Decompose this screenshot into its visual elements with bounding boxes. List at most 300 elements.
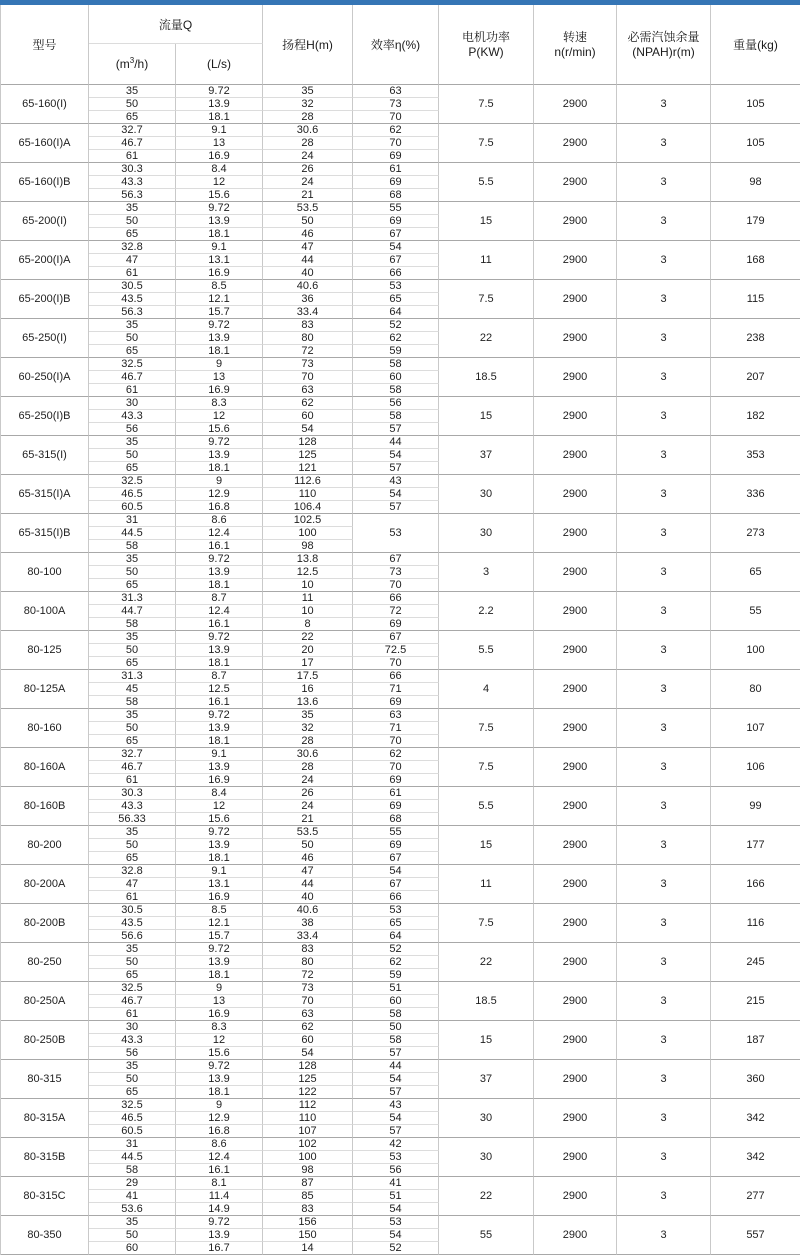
model-cell: 65-160(I)A bbox=[1, 124, 89, 163]
speed-cell: 2900 bbox=[534, 592, 617, 631]
efficiency-cell: 57 bbox=[353, 1125, 439, 1138]
npsh-cell: 3 bbox=[617, 1099, 711, 1138]
flow-m3h-cell: 32.7 bbox=[89, 124, 176, 137]
flow-m3h-cell: 56 bbox=[89, 423, 176, 436]
head-cell: 85 bbox=[263, 1190, 353, 1203]
model-cell: 65-200(I)B bbox=[1, 280, 89, 319]
model-cell: 80-200B bbox=[1, 904, 89, 943]
flow-ls-cell: 15.6 bbox=[176, 423, 263, 436]
flow-ls-cell: 18.1 bbox=[176, 579, 263, 592]
flow-m3h-cell: 30.3 bbox=[89, 163, 176, 176]
efficiency-cell: 64 bbox=[353, 930, 439, 943]
efficiency-cell: 52 bbox=[353, 943, 439, 956]
flow-ls-cell: 16.8 bbox=[176, 501, 263, 514]
table-row bbox=[1, 319, 800, 332]
flow-m3h-cell: 32.5 bbox=[89, 1099, 176, 1112]
model-cell: 80-250B bbox=[1, 1021, 89, 1060]
efficiency-cell: 69 bbox=[353, 150, 439, 163]
flow-ls-cell: 16.1 bbox=[176, 696, 263, 709]
flow-ls-cell: 16.7 bbox=[176, 1242, 263, 1255]
power-cell: 7.5 bbox=[439, 709, 534, 748]
power-cell: 15 bbox=[439, 397, 534, 436]
flow-m3h-cell: 43.3 bbox=[89, 800, 176, 813]
model-cell: 65-250(I) bbox=[1, 319, 89, 358]
flow-ls-cell: 16.1 bbox=[176, 618, 263, 631]
head-cell: 73 bbox=[263, 982, 353, 995]
head-cell: 98 bbox=[263, 1164, 353, 1177]
header-flow: 流量Q bbox=[89, 5, 263, 44]
npsh-cell: 3 bbox=[617, 1138, 711, 1177]
efficiency-cell: 53 bbox=[353, 1216, 439, 1229]
head-cell: 63 bbox=[263, 1008, 353, 1021]
head-cell: 32 bbox=[263, 722, 353, 735]
npsh-cell: 3 bbox=[617, 943, 711, 982]
speed-cell: 2900 bbox=[534, 436, 617, 475]
weight-cell: 107 bbox=[711, 709, 800, 748]
flow-m3h-cell: 56 bbox=[89, 1047, 176, 1060]
head-cell: 40 bbox=[263, 267, 353, 280]
speed-cell: 2900 bbox=[534, 514, 617, 553]
flow-ls-cell: 9.72 bbox=[176, 631, 263, 644]
model-cell: 80-315B bbox=[1, 1138, 89, 1177]
power-cell: 30 bbox=[439, 514, 534, 553]
npsh-cell: 3 bbox=[617, 436, 711, 475]
efficiency-cell: 72.5 bbox=[353, 644, 439, 657]
weight-cell: 80 bbox=[711, 670, 800, 709]
flow-ls-cell: 9.72 bbox=[176, 826, 263, 839]
flow-m3h-cell: 65 bbox=[89, 462, 176, 475]
model-cell: 80-200 bbox=[1, 826, 89, 865]
npsh-cell: 3 bbox=[617, 475, 711, 514]
power-cell: 55 bbox=[439, 1216, 534, 1255]
weight-cell: 360 bbox=[711, 1060, 800, 1099]
flow-ls-cell: 16.9 bbox=[176, 1008, 263, 1021]
npsh-cell: 3 bbox=[617, 904, 711, 943]
flow-ls-cell: 8.3 bbox=[176, 397, 263, 410]
flow-m3h-cell: 35 bbox=[89, 1060, 176, 1073]
model-cell: 65-200(I) bbox=[1, 202, 89, 241]
weight-cell: 342 bbox=[711, 1138, 800, 1177]
efficiency-cell: 57 bbox=[353, 423, 439, 436]
npsh-cell: 3 bbox=[617, 163, 711, 202]
model-cell: 80-125A bbox=[1, 670, 89, 709]
npsh-cell: 3 bbox=[617, 787, 711, 826]
flow-m3h-cell: 30 bbox=[89, 397, 176, 410]
speed-cell: 2900 bbox=[534, 1021, 617, 1060]
flow-ls-cell: 8.5 bbox=[176, 904, 263, 917]
head-cell: 110 bbox=[263, 1112, 353, 1125]
flow-m3h-cell: 35 bbox=[89, 436, 176, 449]
flow-m3h-cell: 35 bbox=[89, 1216, 176, 1229]
efficiency-cell: 63 bbox=[353, 709, 439, 722]
weight-cell: 55 bbox=[711, 592, 800, 631]
head-cell: 83 bbox=[263, 319, 353, 332]
efficiency-cell: 58 bbox=[353, 358, 439, 371]
weight-cell: 342 bbox=[711, 1099, 800, 1138]
head-cell: 36 bbox=[263, 293, 353, 306]
model-cell: 65-160(I)B bbox=[1, 163, 89, 202]
table-row bbox=[1, 280, 800, 293]
flow-m3h-cell: 65 bbox=[89, 852, 176, 865]
head-cell: 122 bbox=[263, 1086, 353, 1099]
flow-ls-cell: 9.72 bbox=[176, 436, 263, 449]
efficiency-cell: 55 bbox=[353, 826, 439, 839]
flow-ls-cell: 16.1 bbox=[176, 540, 263, 553]
header-flow-m3h bbox=[89, 44, 176, 85]
flow-m3h-cell: 44.5 bbox=[89, 1151, 176, 1164]
flow-m3h-cell: 31 bbox=[89, 1138, 176, 1151]
flow-ls-cell: 13 bbox=[176, 371, 263, 384]
flow-ls-cell: 8.1 bbox=[176, 1177, 263, 1190]
flow-ls-cell: 12.4 bbox=[176, 605, 263, 618]
flow-ls-cell: 11.4 bbox=[176, 1190, 263, 1203]
power-cell: 18.5 bbox=[439, 982, 534, 1021]
weight-cell: 238 bbox=[711, 319, 800, 358]
flow-m3h-cell: 60 bbox=[89, 1242, 176, 1255]
flow-ls-cell: 12 bbox=[176, 800, 263, 813]
flow-ls-cell: 9 bbox=[176, 475, 263, 488]
model-cell: 80-160A bbox=[1, 748, 89, 787]
speed-cell: 2900 bbox=[534, 280, 617, 319]
head-cell: 24 bbox=[263, 800, 353, 813]
speed-cell: 2900 bbox=[534, 124, 617, 163]
flow-m3h-cell: 65 bbox=[89, 579, 176, 592]
speed-cell: 2900 bbox=[534, 358, 617, 397]
flow-m3h-cell: 50 bbox=[89, 566, 176, 579]
head-cell: 72 bbox=[263, 345, 353, 358]
model-cell: 65-250(I)B bbox=[1, 397, 89, 436]
head-cell: 35 bbox=[263, 85, 353, 98]
table-row bbox=[1, 553, 800, 566]
efficiency-cell: 54 bbox=[353, 488, 439, 501]
speed-cell: 2900 bbox=[534, 1060, 617, 1099]
head-cell: 63 bbox=[263, 384, 353, 397]
flow-m3h-cell: 56.3 bbox=[89, 189, 176, 202]
flow-m3h-cell: 58 bbox=[89, 1164, 176, 1177]
model-cell: 65-200(I)A bbox=[1, 241, 89, 280]
flow-m3h-cell: 44.5 bbox=[89, 527, 176, 540]
model-cell: 80-200A bbox=[1, 865, 89, 904]
flow-m3h-cell: 61 bbox=[89, 267, 176, 280]
npsh-cell: 3 bbox=[617, 670, 711, 709]
efficiency-cell: 54 bbox=[353, 1203, 439, 1216]
power-cell: 2.2 bbox=[439, 592, 534, 631]
efficiency-cell: 71 bbox=[353, 722, 439, 735]
flow-ls-cell: 8.6 bbox=[176, 514, 263, 527]
flow-m3h-cell: 32.5 bbox=[89, 358, 176, 371]
header-head: 扬程H(m) bbox=[263, 5, 353, 85]
efficiency-cell: 69 bbox=[353, 696, 439, 709]
flow-ls-cell: 9.72 bbox=[176, 1216, 263, 1229]
header-npsh bbox=[617, 5, 711, 85]
table-row bbox=[1, 748, 800, 761]
npsh-cell: 3 bbox=[617, 982, 711, 1021]
flow-m3h-cell: 43.3 bbox=[89, 1034, 176, 1047]
weight-cell: 99 bbox=[711, 787, 800, 826]
head-cell: 28 bbox=[263, 137, 353, 150]
power-cell: 15 bbox=[439, 1021, 534, 1060]
head-cell: 33.4 bbox=[263, 306, 353, 319]
flow-ls-cell: 9.72 bbox=[176, 709, 263, 722]
weight-cell: 65 bbox=[711, 553, 800, 592]
weight-cell: 168 bbox=[711, 241, 800, 280]
flow-ls-cell: 16.9 bbox=[176, 150, 263, 163]
flow-m3h-cell: 65 bbox=[89, 228, 176, 241]
table-row bbox=[1, 1021, 800, 1034]
model-cell: 80-125 bbox=[1, 631, 89, 670]
header-npsh-line2: (NPAH)r(m) bbox=[632, 44, 695, 59]
flow-m3h-cell: 30.5 bbox=[89, 904, 176, 917]
model-cell: 65-315(I)A bbox=[1, 475, 89, 514]
flow-m3h-cell: 50 bbox=[89, 98, 176, 111]
flow-ls-cell: 9.72 bbox=[176, 202, 263, 215]
header-model: 型号 bbox=[1, 5, 89, 85]
efficiency-cell: 67 bbox=[353, 553, 439, 566]
flow-ls-cell: 18.1 bbox=[176, 735, 263, 748]
table-row bbox=[1, 124, 800, 137]
power-cell: 37 bbox=[439, 436, 534, 475]
efficiency-cell: 53 bbox=[353, 280, 439, 293]
speed-cell: 2900 bbox=[534, 826, 617, 865]
npsh-cell: 3 bbox=[617, 124, 711, 163]
head-cell: 11 bbox=[263, 592, 353, 605]
speed-cell: 2900 bbox=[534, 1216, 617, 1255]
header-npsh-line1: 必需汽蚀余量 bbox=[627, 29, 700, 44]
efficiency-cell: 65 bbox=[353, 293, 439, 306]
head-cell: 156 bbox=[263, 1216, 353, 1229]
weight-cell: 245 bbox=[711, 943, 800, 982]
speed-cell: 2900 bbox=[534, 1177, 617, 1216]
speed-cell: 2900 bbox=[534, 553, 617, 592]
weight-cell: 105 bbox=[711, 85, 800, 124]
flow-ls-cell: 8.7 bbox=[176, 670, 263, 683]
efficiency-cell: 54 bbox=[353, 449, 439, 462]
model-cell: 65-315(I) bbox=[1, 436, 89, 475]
table-row bbox=[1, 865, 800, 878]
flow-m3h-post: /h) bbox=[134, 57, 149, 71]
table-row bbox=[1, 943, 800, 956]
table-row bbox=[1, 1177, 800, 1190]
flow-ls-cell: 8.7 bbox=[176, 592, 263, 605]
efficiency-cell: 65 bbox=[353, 917, 439, 930]
flow-m3h-cell: 50 bbox=[89, 449, 176, 462]
head-cell: 32 bbox=[263, 98, 353, 111]
header-power-line2: P(KW) bbox=[468, 44, 504, 59]
weight-cell: 557 bbox=[711, 1216, 800, 1255]
flow-ls-cell: 15.6 bbox=[176, 813, 263, 826]
flow-ls-cell: 8.4 bbox=[176, 163, 263, 176]
head-cell: 28 bbox=[263, 735, 353, 748]
pump-spec-table bbox=[0, 5, 800, 1255]
flow-ls-cell: 9.72 bbox=[176, 1060, 263, 1073]
model-cell: 80-160B bbox=[1, 787, 89, 826]
speed-cell: 2900 bbox=[534, 319, 617, 358]
flow-ls-cell: 18.1 bbox=[176, 462, 263, 475]
speed-cell: 2900 bbox=[534, 163, 617, 202]
head-cell: 21 bbox=[263, 813, 353, 826]
flow-ls-cell: 13.9 bbox=[176, 215, 263, 228]
flow-ls-cell: 8.4 bbox=[176, 787, 263, 800]
head-cell: 28 bbox=[263, 111, 353, 124]
flow-ls-cell: 18.1 bbox=[176, 1086, 263, 1099]
table-row bbox=[1, 670, 800, 683]
power-cell: 11 bbox=[439, 865, 534, 904]
speed-cell: 2900 bbox=[534, 709, 617, 748]
table-row bbox=[1, 202, 800, 215]
efficiency-cell: 68 bbox=[353, 813, 439, 826]
efficiency-cell: 41 bbox=[353, 1177, 439, 1190]
speed-cell: 2900 bbox=[534, 397, 617, 436]
flow-ls-cell: 9.1 bbox=[176, 241, 263, 254]
efficiency-cell: 70 bbox=[353, 657, 439, 670]
efficiency-cell: 43 bbox=[353, 475, 439, 488]
speed-cell: 2900 bbox=[534, 748, 617, 787]
speed-cell: 2900 bbox=[534, 865, 617, 904]
head-cell: 100 bbox=[263, 527, 353, 540]
head-cell: 24 bbox=[263, 150, 353, 163]
flow-m3h-cell: 46.7 bbox=[89, 371, 176, 384]
efficiency-cell: 54 bbox=[353, 1229, 439, 1242]
weight-cell: 100 bbox=[711, 631, 800, 670]
power-cell: 7.5 bbox=[439, 904, 534, 943]
flow-ls-cell: 16.9 bbox=[176, 267, 263, 280]
efficiency-cell: 52 bbox=[353, 1242, 439, 1255]
power-cell: 18.5 bbox=[439, 358, 534, 397]
flow-m3h-cell: 58 bbox=[89, 618, 176, 631]
flow-ls-cell: 16.8 bbox=[176, 1125, 263, 1138]
weight-cell: 116 bbox=[711, 904, 800, 943]
flow-ls-cell: 18.1 bbox=[176, 969, 263, 982]
head-cell: 83 bbox=[263, 943, 353, 956]
flow-m3h-pre: (m bbox=[115, 57, 130, 71]
flow-m3h-cell: 47 bbox=[89, 254, 176, 267]
model-cell: 80-350 bbox=[1, 1216, 89, 1255]
power-cell: 5.5 bbox=[439, 163, 534, 202]
speed-cell: 2900 bbox=[534, 85, 617, 124]
efficiency-cell: 66 bbox=[353, 670, 439, 683]
weight-cell: 106 bbox=[711, 748, 800, 787]
head-cell: 17.5 bbox=[263, 670, 353, 683]
flow-m3h-cell: 61 bbox=[89, 891, 176, 904]
table-row bbox=[1, 241, 800, 254]
npsh-cell: 3 bbox=[617, 241, 711, 280]
head-cell: 44 bbox=[263, 254, 353, 267]
power-cell: 5.5 bbox=[439, 787, 534, 826]
flow-m3h-cell: 60.5 bbox=[89, 1125, 176, 1138]
efficiency-cell: 57 bbox=[353, 1086, 439, 1099]
npsh-cell: 3 bbox=[617, 280, 711, 319]
power-cell: 22 bbox=[439, 1177, 534, 1216]
head-cell: 26 bbox=[263, 787, 353, 800]
speed-cell: 2900 bbox=[534, 670, 617, 709]
table-row bbox=[1, 787, 800, 800]
flow-ls-cell: 13.9 bbox=[176, 98, 263, 111]
efficiency-cell: 53 bbox=[353, 514, 439, 553]
head-cell: 10 bbox=[263, 605, 353, 618]
head-cell: 112.6 bbox=[263, 475, 353, 488]
weight-cell: 336 bbox=[711, 475, 800, 514]
flow-ls-cell: 8.3 bbox=[176, 1021, 263, 1034]
head-cell: 53.5 bbox=[263, 826, 353, 839]
weight-cell: 177 bbox=[711, 826, 800, 865]
flow-ls-cell: 13.1 bbox=[176, 878, 263, 891]
header-speed bbox=[534, 5, 617, 85]
model-cell: 80-250A bbox=[1, 982, 89, 1021]
head-cell: 112 bbox=[263, 1099, 353, 1112]
head-cell: 60 bbox=[263, 1034, 353, 1047]
efficiency-cell: 67 bbox=[353, 254, 439, 267]
flow-m3h-cell: 65 bbox=[89, 735, 176, 748]
flow-m3h-cell: 47 bbox=[89, 878, 176, 891]
table-row bbox=[1, 1060, 800, 1073]
power-cell: 22 bbox=[439, 943, 534, 982]
header-power bbox=[439, 5, 534, 85]
efficiency-cell: 69 bbox=[353, 618, 439, 631]
npsh-cell: 3 bbox=[617, 553, 711, 592]
head-cell: 80 bbox=[263, 332, 353, 345]
power-cell: 7.5 bbox=[439, 85, 534, 124]
power-cell: 15 bbox=[439, 202, 534, 241]
flow-m3h-cell: 35 bbox=[89, 553, 176, 566]
table-row bbox=[1, 709, 800, 722]
efficiency-cell: 53 bbox=[353, 904, 439, 917]
table-row bbox=[1, 1216, 800, 1229]
flow-m3h-cell: 61 bbox=[89, 384, 176, 397]
power-cell: 3 bbox=[439, 553, 534, 592]
flow-m3h-cell: 50 bbox=[89, 1229, 176, 1242]
head-cell: 53.5 bbox=[263, 202, 353, 215]
head-cell: 14 bbox=[263, 1242, 353, 1255]
head-cell: 80 bbox=[263, 956, 353, 969]
flow-m3h-cell: 31.3 bbox=[89, 670, 176, 683]
flow-ls-cell: 12.9 bbox=[176, 488, 263, 501]
efficiency-cell: 69 bbox=[353, 215, 439, 228]
efficiency-cell: 50 bbox=[353, 1021, 439, 1034]
flow-ls-cell: 15.7 bbox=[176, 930, 263, 943]
flow-ls-cell: 8.5 bbox=[176, 280, 263, 293]
head-cell: 125 bbox=[263, 1073, 353, 1086]
flow-ls-cell: 13 bbox=[176, 995, 263, 1008]
flow-ls-cell: 13.9 bbox=[176, 449, 263, 462]
table-row bbox=[1, 826, 800, 839]
efficiency-cell: 56 bbox=[353, 1164, 439, 1177]
head-cell: 121 bbox=[263, 462, 353, 475]
flow-ls-cell: 18.1 bbox=[176, 852, 263, 865]
flow-ls-cell: 12 bbox=[176, 410, 263, 423]
efficiency-cell: 62 bbox=[353, 332, 439, 345]
head-cell: 70 bbox=[263, 371, 353, 384]
flow-ls-cell: 12 bbox=[176, 176, 263, 189]
head-cell: 24 bbox=[263, 774, 353, 787]
flow-ls-cell: 9.72 bbox=[176, 943, 263, 956]
efficiency-cell: 52 bbox=[353, 319, 439, 332]
table-row bbox=[1, 631, 800, 644]
flow-ls-cell: 9.1 bbox=[176, 748, 263, 761]
power-cell: 7.5 bbox=[439, 124, 534, 163]
efficiency-cell: 56 bbox=[353, 397, 439, 410]
efficiency-cell: 70 bbox=[353, 111, 439, 124]
flow-ls-cell: 9.1 bbox=[176, 865, 263, 878]
weight-cell: 182 bbox=[711, 397, 800, 436]
table-row bbox=[1, 358, 800, 371]
flow-ls-cell: 12.1 bbox=[176, 293, 263, 306]
power-cell: 30 bbox=[439, 1138, 534, 1177]
flow-ls-cell: 12 bbox=[176, 1034, 263, 1047]
efficiency-cell: 66 bbox=[353, 891, 439, 904]
efficiency-cell: 63 bbox=[353, 85, 439, 98]
flow-m3h-cell: 65 bbox=[89, 657, 176, 670]
efficiency-cell: 53 bbox=[353, 1151, 439, 1164]
